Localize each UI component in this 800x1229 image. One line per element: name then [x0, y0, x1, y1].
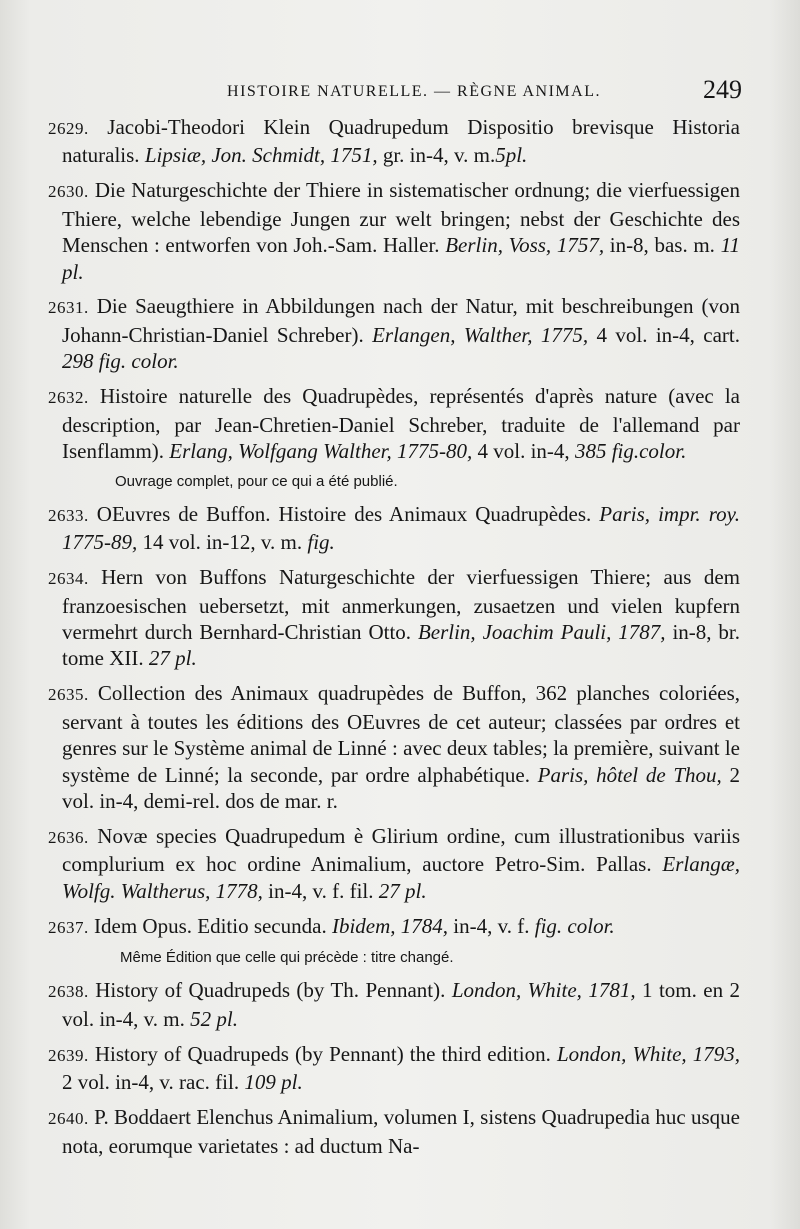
catalog-entry-2633 — [48, 501, 740, 556]
catalog-entry-2630 — [48, 177, 740, 285]
entry-description: in-4, v. f. fil. — [268, 878, 374, 903]
entry-description: in-4, v. f. — [453, 913, 530, 938]
entry-description: in-8, br. tome XII. — [62, 620, 741, 671]
entry-text: Die Naturgeschichte der Thiere in sistematischer ordnung; die vierfuessigen Thiere, welche lebendige Jungen zur welt bringen; nebst der Geschichte des Menschen : entworfen von Joh.-Sam. Haller. — [62, 178, 741, 258]
catalog-entry-2639 — [48, 1041, 740, 1096]
entry-text: Collection des Animaux quadrupèdes de Buffon, 362 planches coloriées, servant à toutes les éditions des OEuvres de cet auteur; classées par ordres et genres sur le Système animal de Linné : avec deux tables; la première, suivant le système de Linné; la seconde, par ordre alphabétique. — [62, 681, 741, 787]
entry-description: 4 vol. in-4, — [477, 438, 570, 463]
entry-description: in-8, bas. m. — [609, 233, 715, 258]
page-number: 249 — [703, 75, 742, 104]
catalog-entry-2631 — [48, 293, 740, 374]
entry-description: gr. in-4, v. m. — [382, 143, 496, 168]
entry-imprint: London, White, 1781, — [451, 978, 636, 1003]
entry-number: 2638. — [48, 982, 89, 1002]
entry-number: 2633. — [48, 505, 89, 525]
entry-imprint: Erlang, Wolfgang Walther, 1775-80, — [169, 438, 473, 463]
entry-imprint: Paris, hôtel de Thou, — [537, 762, 722, 787]
entry-plates: 52 pl. — [190, 1006, 238, 1031]
page-header — [48, 74, 740, 110]
catalog-entry-2632 — [48, 383, 740, 464]
entry-text: Idem Opus. Editio secunda. — [94, 913, 327, 938]
entry-number: 2632. — [48, 388, 89, 408]
entry-imprint: Erlangen, Walther, 1775, — [372, 322, 589, 347]
entry-plates: 27 pl. — [148, 646, 197, 671]
entry-text: Novæ species Quadrupedum è Glirium ordine, cum illustrationibus variis complurium ex hoc ordine Animalium, auctore Petro-Sim. Pallas. — [62, 823, 740, 877]
catalog-entry-2638 — [48, 977, 740, 1032]
entry-imprint: London, White, 1793, — [556, 1041, 741, 1066]
catalog-entry-2640 — [48, 1104, 740, 1159]
entry-number: 2639. — [48, 1045, 89, 1065]
entry-description: 1 tom. en 2 vol. in-4, v. m. — [62, 978, 741, 1031]
entry-number: 2640. — [48, 1109, 89, 1129]
entry-plates: 11 pl. — [62, 233, 741, 284]
entry-number: 2630. — [48, 182, 89, 202]
entry-plates: 109 pl. — [244, 1070, 303, 1095]
entry-description: 14 vol. in-12, v. m. — [142, 530, 303, 555]
entry-number: 2637. — [48, 917, 89, 937]
entry-imprint: Erlangæ, Wolfg. Waltherus, 1778, — [62, 852, 740, 903]
entry-description: 2 vol. in-4, demi-rel. dos de mar. r. — [62, 762, 741, 813]
entry-number: 2629. — [48, 119, 89, 138]
catalog-entry-2637 — [48, 913, 740, 941]
entry-description: 4 vol. in-4, cart. — [596, 322, 741, 347]
entry-imprint: Lipsiæ, Jon. Schmidt, 1751, — [144, 143, 378, 168]
entry-plates: 385 fig.color. — [574, 438, 687, 463]
entry-imprint: Ibidem, 1784, — [331, 913, 449, 938]
entry-imprint: Berlin, Joachim Pauli, 1787, — [417, 620, 666, 644]
entry-plates: fig. color. — [534, 913, 615, 938]
entry-text: OEuvres de Buffon. Histoire des Animaux Quadrupèdes. — [96, 501, 592, 526]
entry-description: 2 vol. in-4, v. rac. fil. — [62, 1070, 240, 1095]
entry-plates: 5pl. — [495, 143, 528, 168]
entry-number: 2631. — [48, 298, 89, 318]
entry-text: P. Boddaert Elenchus Animalium, volumen I, sistens Quadrupedia huc usque nota, eorumque varietates : ad ductum Na- — [62, 1105, 740, 1158]
entry-note: Ouvrage complet, pour ce qui a été publié. — [115, 472, 398, 490]
entry-text: History of Quadrupeds (by Th. Pennant). — [95, 978, 446, 1003]
catalog-entry-2629 — [48, 114, 740, 169]
entry-note: Même Édition que celle qui précède : titre changé. — [120, 949, 454, 967]
entry-text: Jacobi-Theodori Klein Quadrupedum Dispositio brevisque Historia naturalis. — [62, 115, 740, 168]
entry-number: 2636. — [48, 827, 89, 847]
catalog-entry-2635 — [48, 680, 740, 814]
catalog-entry-2636 — [48, 823, 740, 904]
entry-plates: fig. — [307, 530, 335, 555]
entry-imprint: Berlin, Voss, 1757, — [445, 233, 605, 258]
entry-text: Die Saeugthiere in Abbildungen nach der Natur, mit beschreibungen (von Johann-Christian-Daniel Schreber). — [62, 294, 740, 347]
entry-text: Hern von Buffons Naturgeschichte der vierfuessigen Thiere; aus dem franzoesischen uebersetzt, mit anmerkungen, zusaetzen und vielen kupfern vermehrt durch Bernhard-Christian Otto. — [62, 565, 740, 644]
catalog-entry-2634 — [48, 564, 740, 672]
entry-text: Histoire naturelle des Quadrupèdes, représentés d'après nature (avec la description, par Jean-Chretien-Daniel Schreber, traduite de l'allemand par Isenflamm). — [62, 384, 740, 463]
entry-plates: 298 fig. color. — [62, 349, 179, 374]
running-title: HISTOIRE NATURELLE. — RÈGNE ANIMAL. — [227, 83, 601, 100]
entry-text: History of Quadrupeds (by Pennant) the third edition. — [94, 1041, 551, 1066]
entry-number: 2635. — [48, 685, 89, 705]
entry-plates: 27 pl. — [378, 878, 427, 903]
entry-number: 2634. — [48, 569, 89, 589]
entry-imprint: Paris, impr. roy. 1775-89, — [62, 501, 740, 555]
